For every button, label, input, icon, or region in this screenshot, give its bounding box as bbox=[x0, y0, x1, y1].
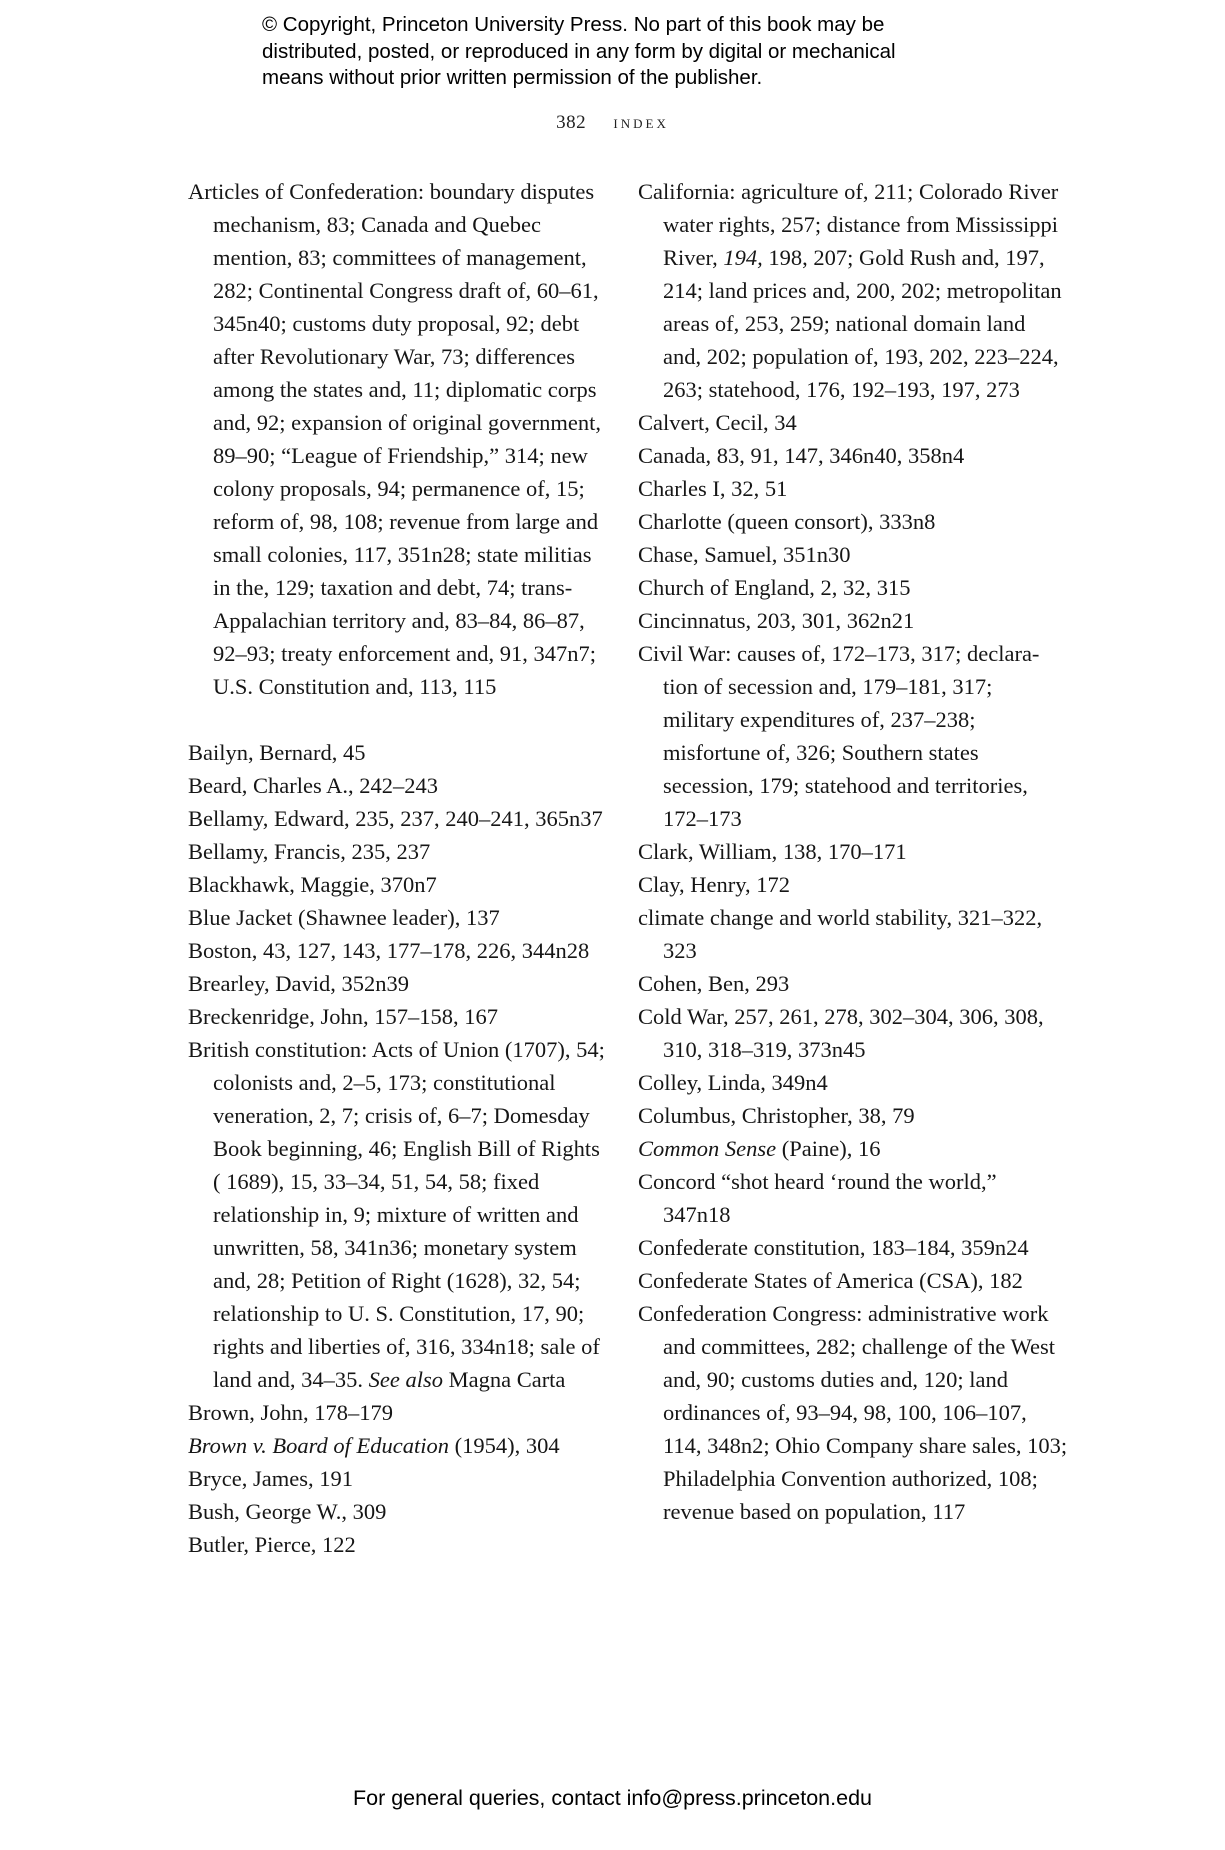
index-column-left bbox=[188, 175, 608, 1561]
index-entry: California: agriculture of, 211; Colorado River water rights, 257; distance from Mississippi River, 194, 198, 207; Gold Rush and, 197, 214; land prices and, 200, 202; metropolitan areas of, 253, 259; national domain land and, 202; population of, 193, 202, 223–224, 263; statehood, 176, 192–193, 197, 273 bbox=[638, 179, 1062, 402]
section-title: index bbox=[613, 112, 669, 133]
index-entry: Civil War: causes of, 172–173, 317; declara-tion of secession and, 179–181, 317; military expenditures of, 237–238; misfortune of, 326; Southern states secession, 179; statehood and territories, 172–173 bbox=[638, 641, 1040, 831]
index-entry: Confederate constitution, 183–184, 359n24 bbox=[638, 1235, 1029, 1260]
index-entry: Articles of Confederation: boundary disputes mechanism, 83; Canada and Quebec mention, 83; committees of management, 282; Continental Congress draft of, 60–61, 345n40; customs duty proposal, 92; debt after Revolutionary War, 73; differences among the states and, 11; diplomatic corps and, 92; expansion of original government, 89–90; “League of Friendship,” 314; new colony proposals, 94; permanence of, 15; reform of, 98, 108; revenue from large and small colonies, 117, 351n28; state militias in the, 129; taxation and debt, 74; trans-Appalachian territory and, 83–84, 86–87, 92–93; treaty enforcement and, 91, 347n7; U.S. Constitution and, 113, 115 bbox=[188, 179, 602, 699]
index-entry: Beard, Charles A., 242–243 bbox=[188, 773, 438, 798]
index-entry: climate change and world stability, 321–322, 323 bbox=[638, 905, 1043, 963]
index-entry: Blackhawk, Maggie, 370n7 bbox=[188, 872, 437, 897]
index-entry: Bailyn, Bernard, 45 bbox=[188, 740, 366, 765]
page-number: 382 bbox=[556, 112, 587, 133]
index-entry: Cincinnatus, 203, 301, 362n21 bbox=[638, 608, 915, 633]
index-entry: Breckenridge, John, 157–158, 167 bbox=[188, 1004, 498, 1029]
index-entry: Columbus, Christopher, 38, 79 bbox=[638, 1103, 915, 1128]
index-entry: Concord “shot heard ‘round the world,” 347n18 bbox=[638, 1169, 997, 1227]
index-entry: Bryce, James, 191 bbox=[188, 1466, 353, 1491]
index-entry: Clark, William, 138, 170–171 bbox=[638, 839, 907, 864]
index-entry: Church of England, 2, 32, 315 bbox=[638, 575, 911, 600]
index-entry: Colley, Linda, 349n4 bbox=[638, 1070, 828, 1095]
index-entry: Cohen, Ben, 293 bbox=[638, 971, 790, 996]
index-entry: Cold War, 257, 261, 278, 302–304, 306, 308, 310, 318–319, 373n45 bbox=[638, 1004, 1044, 1062]
index-entry: Charles I, 32, 51 bbox=[638, 476, 788, 501]
index-entry: Brown v. Board of Education (1954), 304 bbox=[188, 1433, 560, 1458]
index-entry: Confederate States of America (CSA), 182 bbox=[638, 1268, 1023, 1293]
index-entry: Bellamy, Francis, 235, 237 bbox=[188, 839, 431, 864]
running-head bbox=[0, 112, 1225, 134]
index-entry: Bellamy, Edward, 235, 237, 240–241, 365n37 bbox=[188, 806, 603, 831]
index-entry: Canada, 83, 91, 147, 346n40, 358n4 bbox=[638, 443, 965, 468]
index-entry: Charlotte (queen consort), 333n8 bbox=[638, 509, 936, 534]
index-entry: Calvert, Cecil, 34 bbox=[638, 410, 797, 435]
index-entry: Boston, 43, 127, 143, 177–178, 226, 344n28 bbox=[188, 938, 590, 963]
index-entry: Clay, Henry, 172 bbox=[638, 872, 791, 897]
copyright-line-3: means without prior written permission of the publisher. bbox=[262, 66, 763, 89]
index-entry: Common Sense (Paine), 16 bbox=[638, 1136, 881, 1161]
copyright-line-1: © Copyright, Princeton University Press. No part of this book may be bbox=[262, 13, 885, 36]
copyright-notice bbox=[262, 12, 1022, 92]
index-entry: Chase, Samuel, 351n30 bbox=[638, 542, 851, 567]
index-entry: Brearley, David, 352n39 bbox=[188, 971, 409, 996]
index-entry: Blue Jacket (Shawnee leader), 137 bbox=[188, 905, 500, 930]
index-entry: Bush, George W., 309 bbox=[188, 1499, 387, 1524]
index-entry: Butler, Pierce, 122 bbox=[188, 1532, 356, 1557]
footer-contact: For general queries, contact info@press.princeton.edu bbox=[352, 1786, 872, 1810]
index-entry: Brown, John, 178–179 bbox=[188, 1400, 394, 1425]
index-column-right bbox=[638, 175, 1068, 1528]
copyright-line-2: distributed, posted, or reproduced in any form by digital or mechanical bbox=[262, 39, 896, 63]
index-entry: British constitution: Acts of Union (1707), 54; colonists and, 2–5, 173; constitutional veneration, 2, 7; crisis of, 6–7; Domesday Book beginning, 46; English Bill of Rights ( 1689), 15, 33–34, 51, 54, 58; fixed relationship in, 9; mixture of written and unwritten, 58, 341n36; monetary system and, 28; Petition of Right (1628), 32, 54; relationship to U. S. Constitution, 17, 90; rights and liberties of, 316, 334n18; sale of land and, 34–35. See also Magna Carta bbox=[188, 1037, 605, 1392]
index-entry: Confederation Congress: administrative work and committees, 282; challenge of the West and, 90; customs duties and, 120; land ordinances of, 93–94, 98, 100, 106–107, 114, 348n2; Ohio Company share sales, 103; Philadelphia Convention authorized, 108; revenue based on population, 117 bbox=[638, 1301, 1068, 1524]
